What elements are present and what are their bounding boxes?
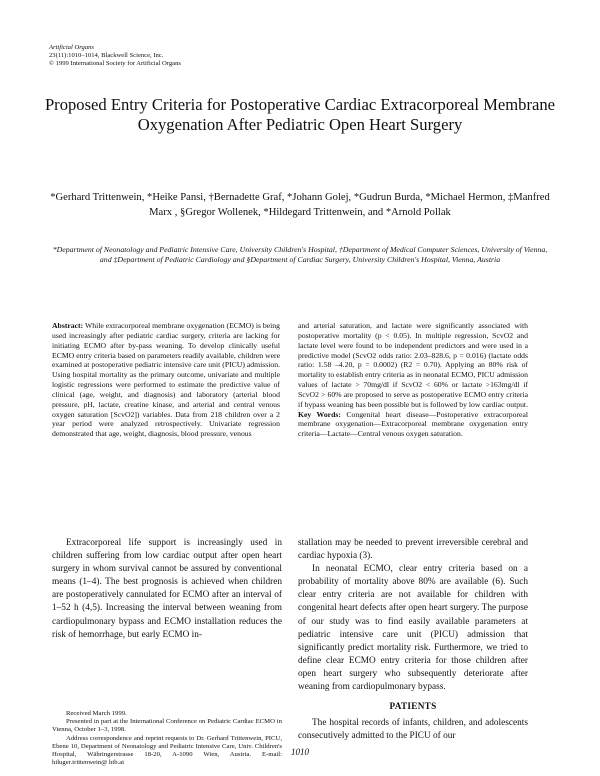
neonatal-ecmo-paragraph: In neonatal ECMO, clear entry criteria based on a probability of mortality above 80% are available (6). Such clear entry criteria are not available for children with congenital heart defects after open heart surgery. The purpose of our study was to find easily available parameters at pediatric intensive care unit (PICU) admission that significantly predict mortality risk. Furthermore, we tried to define clear ECMO entry criteria for those children after open heart surgery who subsequently deteriorate after weaning from cardiopulmonary bypass. bbox=[298, 564, 528, 693]
intro-paragraph: Extracorporeal life support is increasingly used in children suffering from low cardiac output after open heart surgery in whom survival cannot be assured by conventional means (1–4). The best prognosis is achieved when children are postoperatively cannulated for ECMO after an interval of 1–52 h (4,5). Increasing the interval between weaning from cardiopulmonary bypass and ECMO installation reduces the risk of hemorrhage, but early ECMO in- bbox=[52, 538, 282, 640]
abstract-text-left: While extracorporeal membrane oxygenation (ECMO) is being used increasingly after pediatric cardiac surgery, criteria are lacking for initiating ECMO after by-pass weaning. To develop clinically useful ECMO entry criteria based on parameters readily available, children were examined at postoperative pediatric intensive care unit (PICU) admission. Using hospital mortality as the primary outcome, univariate and multiple logistic regressions were performed to estimate the predictive value of clinical (age, weight, and diagnosis) and laboratory (arterial blood pressure, pH, lactate, creatine kinase, and arterial and central venous oxygen saturation [ScvO2]) variables. Data from 218 children over a 2 year period were analyzed retrospectively. Univariate regression demonstrated that age, weight, diagnosis, blood pressure, venous bbox=[52, 321, 280, 439]
patients-paragraph: The hospital records of infants, children, and adolescents consecutively admitted to the PICU of our bbox=[298, 718, 528, 742]
volume-info: 23(11):1010–1014, Blackwell Science, Inc. bbox=[49, 52, 164, 60]
footnote-presented: Presented in part at the International Conference on Pediatric Cardiac ECMO in Vienna, October 1–3, 1998. bbox=[52, 718, 282, 734]
footnote-address: Address correspondence and reprint requests to Dr. Gerhard Trittenwein, PICU, Ebene 10, Department of Neonatology and Pediatric Intensive Care, Univ. Children's Hospital, Währingerstrasse 18-20, A-1090 Wien, Austria. E-mail: hiluger.trittenwein@ htb.at bbox=[52, 734, 282, 767]
abstract-right-column bbox=[298, 321, 528, 439]
copyright-line: © 1999 International Society for Artificial Organs bbox=[49, 60, 181, 68]
affiliations: *Department of Neonatology and Pediatric Intensive Care, University Children's Hospital, †Department of Medical Computer Sciences, University of Vienna, and ‡Department of Pediatric Cardiology and §Department of Cardiac Surgery, University Children's Hospital, Vienna, Austria bbox=[52, 245, 548, 264]
abstract-text-right: and arterial saturation, and lactate were significantly associated with postoperative mortality (p < 0.05). In multiple regression, ScvO2 and lactate level were found to be independent predictors and were used in a predictive model (ScvO2 odds ratio: 2.03–828.6, p = 0.016) (lactate odds ratio: 1.58 –4.20, p = 0.0002) (R2 = 0.70). Applying an 80% risk of mortality to establish entry criteria as in neonatal ECMO, PICU admission values of lactate > 70mg/dl if ScvO2 < 60% or lactate >163mg/dl if ScvO2 > 60% are proposed to serve as postoperative ECMO entry criteria if bypass weaning has been possible but is followed by low cardiac output. bbox=[298, 321, 528, 409]
keywords: Congenital heart disease—Postoperative extracorporeal membrane oxygenation—Extracorporeal membrane oxygenation entry criteria—Lactate—Central venous oxygen saturation. bbox=[298, 409, 529, 439]
body-left-column bbox=[52, 537, 282, 642]
body-right-column bbox=[298, 537, 528, 743]
article-title: Proposed Entry Criteria for Postoperative Cardiac Extracorporeal Membrane Oxygenation After Pediatric Open Heart Surgery bbox=[44, 95, 556, 134]
abstract-label: Abstract: bbox=[52, 321, 84, 330]
keywords-label: Key Words: bbox=[298, 409, 341, 419]
section-heading-patients: PATIENTS bbox=[389, 701, 437, 712]
journal-name: Artificial Organs bbox=[49, 44, 94, 51]
journal-header bbox=[49, 44, 181, 69]
abstract-left-column bbox=[52, 321, 280, 439]
footnote-received: Received March 1999. bbox=[66, 710, 127, 717]
continued-paragraph: stallation may be needed to prevent irreversible cerebral and cardiac hypoxia (3). bbox=[298, 538, 528, 562]
author-list: *Gerhard Trittenwein, *Heike Pansi, †Bernadette Graf, *Johann Golej, *Gudrun Burda, *Michael Hermon, ‡Manfred Marx , §Gregor Wollenek, *Hildegard Trittenwein, and *Arnold Pollak bbox=[50, 192, 550, 218]
footnotes bbox=[52, 710, 282, 767]
page-number: 1010 bbox=[291, 747, 309, 757]
